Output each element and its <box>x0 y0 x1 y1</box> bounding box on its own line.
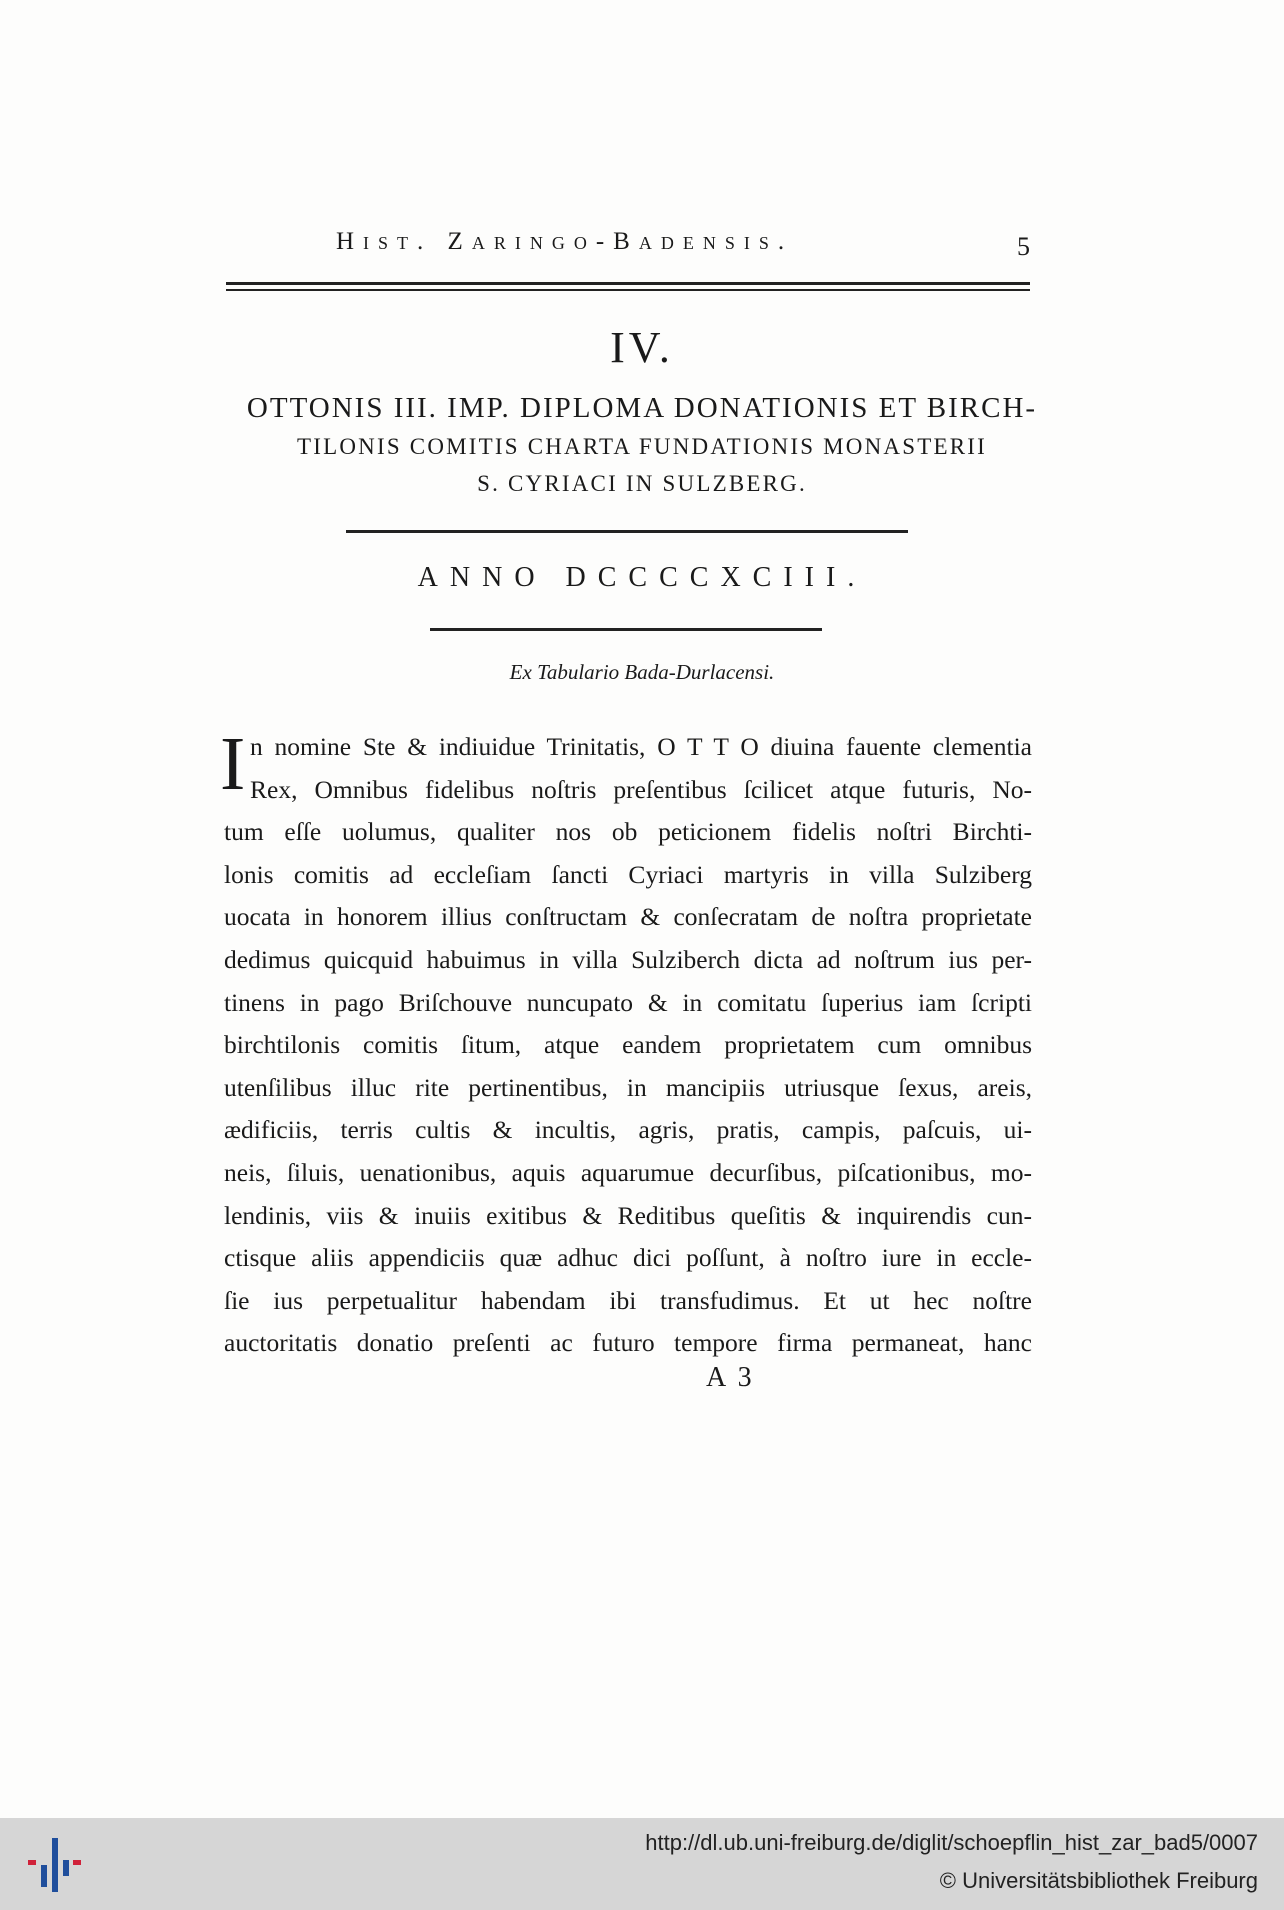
year-line: ANNO DCCCCXCIII. <box>417 562 867 593</box>
body-text <box>220 722 1032 1365</box>
footer-url[interactable]: http://dl.ub.uni-freiburg.de/diglit/schoepflin_hist_zar_bad5/0007 <box>645 1830 1258 1855</box>
body-line: ædificiis, terris cultis & incultis, agris, pratis, campis, paſcuis, ui- <box>224 1115 1032 1145</box>
signature-mark: A 3 <box>706 1362 755 1393</box>
running-head <box>226 228 1030 268</box>
body-line: ctisque aliis appendiciis quæ adhuc dici poſſunt, à noſtro iure in eccle- <box>224 1243 1032 1273</box>
page-number: 5 <box>1017 232 1030 261</box>
body-line: utenſilibus illuc rite pertinentibus, in mancipiis utriusque ſexus, areis, <box>224 1072 1032 1102</box>
running-title: Hist. Zaringo-Badensis. <box>336 228 794 255</box>
heading-divider-rule <box>346 530 908 533</box>
body-line: birchtilonis comitis ſitum, atque eandem proprietatem cum omnibus <box>224 1030 1032 1060</box>
body-line: tinens in pago Briſchouve nuncupato & in comitatu ſuperius iam ſcripti <box>224 987 1032 1017</box>
body-line: uocata in honorem illius conſtructam & conſecratam de noſtra proprietate <box>224 902 1032 932</box>
body-line: ſie ius perpetualitur habendam ibi transfudimus. Et ut hec noſtre <box>224 1285 1032 1315</box>
body-line: lendinis, viis & inuiis exitibus & Reditibus queſitis & inquirendis cun- <box>224 1200 1032 1230</box>
body-line: auctoritatis donatio preſenti ac futuro tempore firma permaneat, hanc <box>224 1328 1032 1358</box>
heading-line: S. CYRIACI IN SULZBERG. <box>477 471 807 496</box>
drop-initial: I <box>220 722 246 806</box>
footer-bar <box>0 1818 1284 1910</box>
body-line: dedimus quicquid habuimus in villa Sulziberch dicta ad noſtrum ius per- <box>224 944 1032 974</box>
body-line: Rex, Omnibus fidelibus noſtris preſentibus ſcilicet atque futuris, No- <box>250 774 1032 804</box>
body-line: lonis comitis ad eccleſiam ſancti Cyriaci martyris in villa Sulziberg <box>224 859 1032 889</box>
body-line: n nomine Ste & indiuidue Trinitatis, O T T O diuina fauente clementia <box>250 732 1032 761</box>
header-double-rule <box>226 282 1030 292</box>
chapter-number: IV. <box>610 323 674 372</box>
body-line: neis, ſiluis, uenationibus, aquis aquarumue decurſibus, piſcationibus, mo- <box>224 1157 1032 1187</box>
year-divider-rule <box>430 628 822 631</box>
footer-copyright: © Universitätsbibliothek Freiburg <box>939 1868 1258 1893</box>
document-heading <box>190 388 1094 502</box>
heading-line: TILONIS COMITIS CHARTA FUNDATIONIS MONASTERII <box>297 434 987 459</box>
body-line: tum eſſe uolumus, qualiter nos ob peticionem fidelis noſtri Birchti- <box>224 817 1032 847</box>
source-note: Ex Tabulario Bada-Durlacensi. <box>509 660 775 684</box>
heading-line: OTTONIS III. IMP. DIPLOMA DONATIONIS ET BIRCH- <box>246 392 1038 424</box>
library-logo-icon <box>24 1832 84 1898</box>
